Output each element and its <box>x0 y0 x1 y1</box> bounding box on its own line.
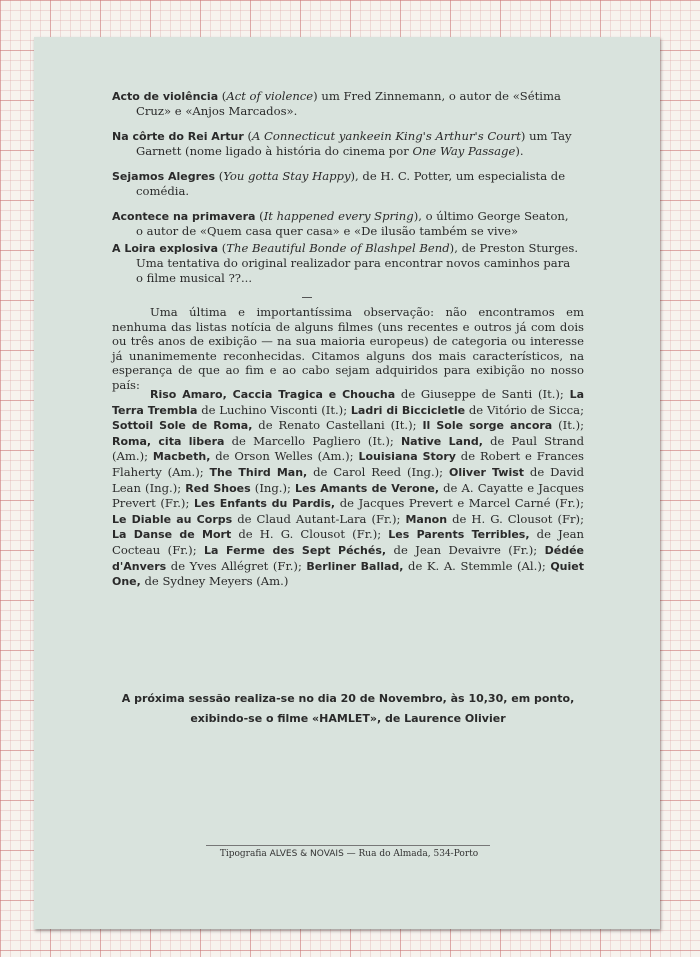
film-original-title: You gotta Stay Happy <box>223 169 351 183</box>
list-film-title: Berliner Ballad, <box>306 559 404 573</box>
list-film-title: Les Parents Terribles, <box>388 528 530 542</box>
list-film-credit: de Luchino Visconti (It.); <box>197 402 351 417</box>
film-desc-cont: comédia. <box>136 184 190 198</box>
film-ref-title: One Way Passage <box>412 144 516 158</box>
film-original-title: A Connecticut yankeein King's Arthur's Court <box>251 129 521 143</box>
film-desc: , o último George Seaton, <box>418 209 569 223</box>
list-film-title: Ladri di Biccicletle <box>350 403 466 417</box>
next-session-notice <box>94 689 602 729</box>
list-film-credit: de Giuseppe de Santi (It.); <box>395 387 570 401</box>
film-title: Acontece na primavera <box>112 210 256 223</box>
film-title: Acto de violência <box>112 90 219 103</box>
list-film-credit: de Orson Welles (Am.); <box>210 449 359 464</box>
list-film-title: Red Shoes <box>185 481 251 495</box>
film-entry: Acontece na primavera (It happened every Spring), o último George Seaton, o autor de «Quem casa quer casa» e «De ilusão também se vive» <box>112 209 584 239</box>
film-original-title: Act of violence <box>226 89 314 103</box>
list-film-credit: (Ing.); <box>250 480 296 495</box>
footer-left: Tipografia <box>219 849 270 859</box>
list-film-credit: de A. Cayatte e Jacques Prevert (Fr.); <box>112 480 584 511</box>
film-desc: um Tay <box>525 129 572 143</box>
film-desc-cont: o autor de «Quem casa quer casa» e «De ilusão também se vive» <box>136 224 519 238</box>
list-film-credit: de Carol Reed (Ing.); <box>307 464 449 479</box>
notice-line-2: exibindo-se o filme «HAMLET», de Laurence Olivier <box>190 712 506 725</box>
list-film-title: Roma, cita libera <box>112 434 225 448</box>
list-film-credit: de Jacques Prevert e Marcel Carné (Fr.); <box>335 496 584 511</box>
list-film-title: Il Sole sorge ancora <box>422 419 553 433</box>
list-film-credit: de Robert e Frances Flaherty (Am.); <box>112 449 584 479</box>
footer-divider <box>206 845 490 846</box>
list-film-title: Les Enfants du Pardis, <box>193 497 336 511</box>
printer-footer <box>114 849 584 859</box>
list-film-credit: de Renato Castellani (It.); <box>252 418 423 433</box>
list-film-title: La Danse de Mort <box>112 528 232 542</box>
film-desc-cont: Cruz» e «Anjos Marcados». <box>136 104 298 118</box>
list-film-credit: de Sydney Meyers (Am.) <box>140 574 289 589</box>
film-desc: , de Preston Sturges. <box>454 241 579 255</box>
list-film-credit: de Claud Autant-Lara (Fr.); <box>232 511 406 526</box>
list-film-title: Riso Amaro, Caccia Tragica e Choucha <box>150 388 396 401</box>
film-original-title: The Beautiful Bonde of Blashpel Bend <box>226 241 450 255</box>
notice-line-1: A próxima sessão realiza-se no dia 20 de Novembro, às 10,30, em ponto, <box>121 692 575 705</box>
list-film-title: Sottoil Sole de Roma, <box>112 419 253 433</box>
list-film-credit: de H. G. Clousot (Fr.); <box>231 527 389 542</box>
film-original-title: It happened every Spring <box>263 209 414 223</box>
list-film-credit: de H. G. Clousot (Fr); <box>447 511 584 526</box>
film-desc: um Fred Zinnemann, o autor de «Sétima <box>317 89 561 103</box>
film-entry: A Loira explosiva (The Beautiful Bonde of Blashpel Bend), de Preston Sturges. Uma tentativa do original realizador para encontrar novos caminhos para o filme musical ??... <box>112 241 584 286</box>
list-film-credit: de K. A. Stemmle (Al.); <box>403 558 551 573</box>
list-film-credit: de Marcello Pagliero (It.); <box>224 433 401 448</box>
list-film-title: Macbeth, <box>152 450 211 464</box>
program-sheet <box>34 37 660 929</box>
list-film-credit: de Jean Devaivre (Fr.); <box>386 542 545 557</box>
list-film-title: The Third Man, <box>209 465 308 479</box>
film-entry: Na côrte do Rei Artur (A Connecticut yankeein King's Arthur's Court) um Tay Garnett (nome ligado à história do cinema por One Way Passage). <box>112 129 572 158</box>
film-desc-end: ). <box>515 144 524 158</box>
list-film-title: Les Amants de Verone, <box>295 481 440 495</box>
film-entry: Sejamos Alegres (You gotta Stay Happy), de H. C. Potter, um especialista de comédia. <box>112 169 584 199</box>
list-film-credit: de Vitório de Sicca; <box>465 402 584 417</box>
film-title: Na côrte do Rei Artur <box>112 130 244 143</box>
section-divider <box>302 297 312 298</box>
recommended-films-list <box>112 387 584 590</box>
film-title: Sejamos Alegres <box>112 170 216 183</box>
film-desc-cont: Garnett (nome ligado à história do cinema por <box>136 144 413 158</box>
observation-paragraph: Uma última e importantíssima observação: não encontramos em nenhuma das listas notícia de alguns filmes (uns recentes e outros já com dois ou três anos de exibição — na sua maioria europeus) de categoria ou interesse já unanimemente reconhecidas. Citamos alguns dos mais característicos, na esperança de que ao fim e ao cabo sejam adquiridos para exibição no nosso país: <box>112 305 584 392</box>
footer-right: — Rua do Almada, 534-Porto <box>343 849 479 859</box>
footer-brand: ALVES & NOVAIS <box>269 849 344 859</box>
film-title: A Loira explosiva <box>112 242 219 255</box>
film-desc: , de H. C. Potter, um especialista de <box>355 169 566 183</box>
list-film-credit: de Yves Allégret (Fr.); <box>166 558 307 573</box>
list-film-title: Manon <box>405 512 448 526</box>
list-film-title: Quiet One, <box>112 559 584 589</box>
film-desc-cont: o filme musical ??... <box>136 271 253 285</box>
list-film-credit: de Jean Cocteau (Fr.); <box>112 527 584 557</box>
list-film-title: Native Land, <box>400 434 483 448</box>
list-film-title: Louisiana Story <box>358 450 456 464</box>
list-film-credit: de Paul Strand (Am.); <box>112 433 585 464</box>
list-film-title: Oliver Twist <box>449 465 525 479</box>
film-entry: Acto de violência (Act of violence) um Fred Zinnemann, o autor de «Sétima Cruz» e «Anjos Marcados». <box>112 89 584 119</box>
list-film-title: La Ferme des Sept Péchés, <box>204 543 387 557</box>
list-film-title: La Terra Trembla <box>112 388 584 417</box>
list-film-credit: de David Lean (Ing.); <box>112 464 584 495</box>
film-desc-cont: Uma tentativa do original realizador para encontrar novos caminhos para <box>136 256 571 270</box>
list-film-title: Le Diable au Corps <box>112 512 233 526</box>
list-film-credit: (It.); <box>552 418 585 433</box>
list-film-title: Dédée d'Anvers <box>112 543 584 573</box>
